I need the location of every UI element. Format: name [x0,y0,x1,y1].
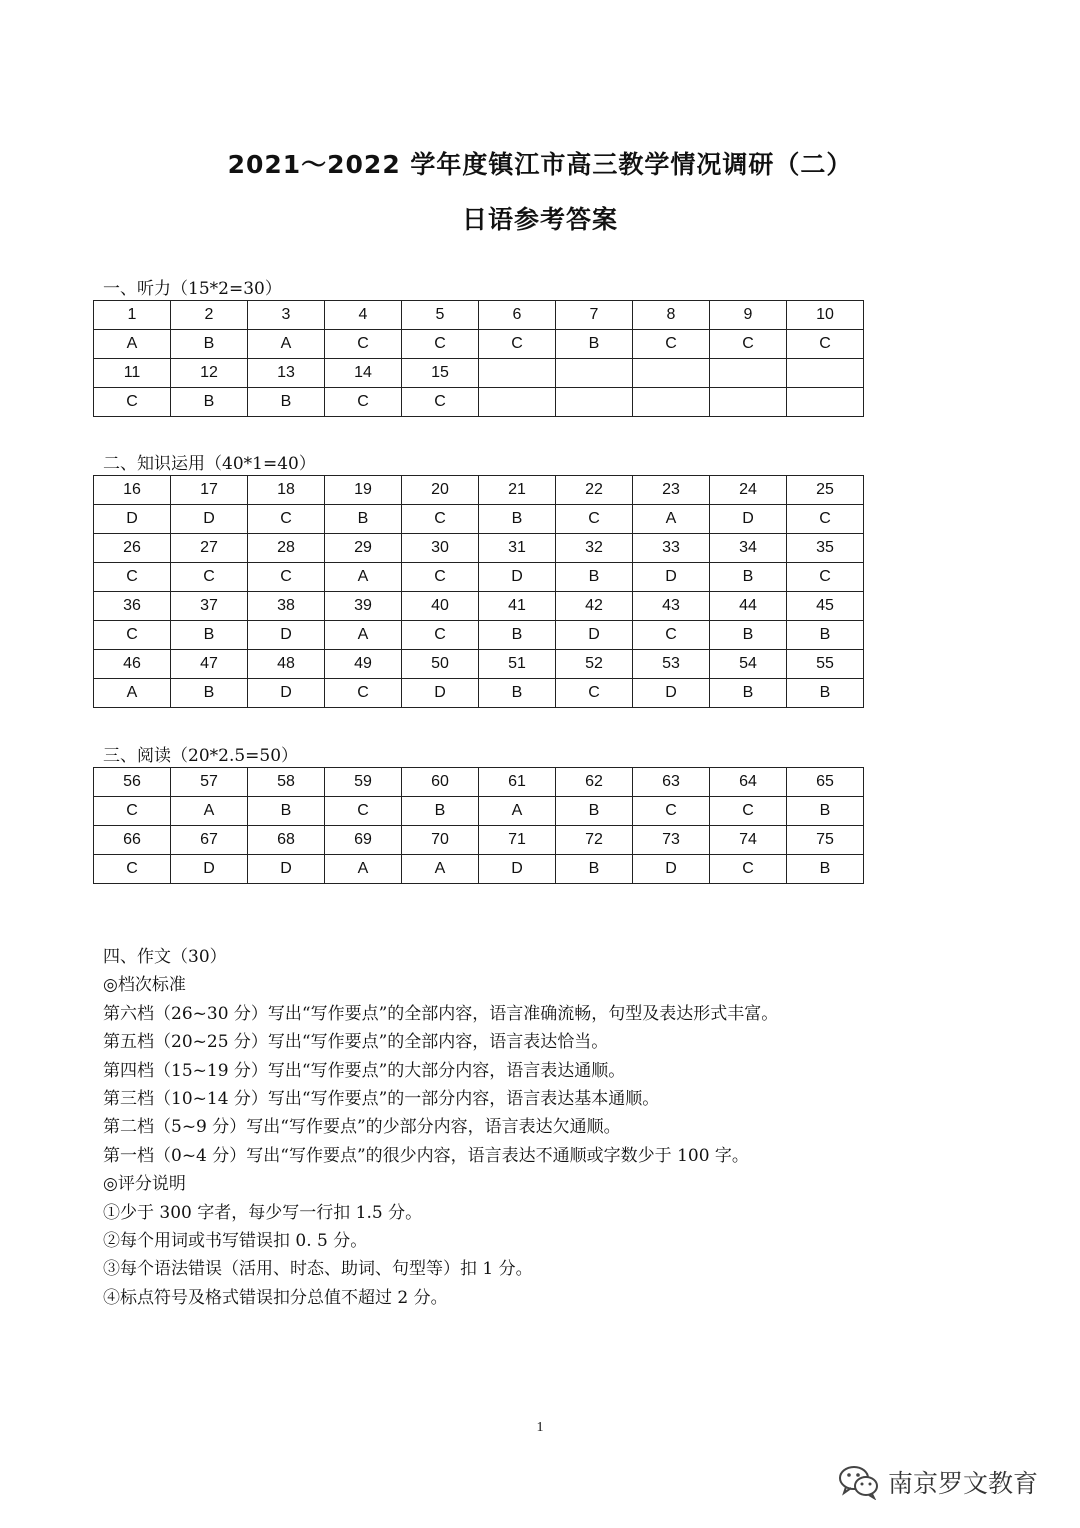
answer-cell: B [710,679,787,708]
question-number-cell: 40 [402,592,479,621]
answer-cell: C [248,505,325,534]
question-number-cell: 29 [325,534,402,563]
question-number-cell: 15 [402,359,479,388]
answer-row [94,855,864,884]
answer-cell: C [479,330,556,359]
answer-row [94,505,864,534]
question-number-cell: 16 [94,476,171,505]
question-number-cell [633,359,710,388]
question-number-cell: 56 [94,768,171,797]
answer-cell: C [633,797,710,826]
question-number-cell: 30 [402,534,479,563]
question-number-cell: 68 [248,826,325,855]
answer-cell: C [402,330,479,359]
question-number-row [94,534,864,563]
answer-row [94,388,864,417]
answer-cell: A [402,855,479,884]
question-number-cell: 35 [787,534,864,563]
question-number-cell: 28 [248,534,325,563]
question-number-cell: 58 [248,768,325,797]
question-number-cell: 75 [787,826,864,855]
question-number-cell: 51 [479,650,556,679]
essay-line: 第二档（5~9 分）写出“写作要点”的少部分内容，语言表达欠通顺。 [103,1117,621,1138]
answer-cell: C [787,563,864,592]
answer-cell [710,388,787,417]
essay-line: ③每个语法错误（活用、时态、助词、句型等）扣 1 分。 [103,1259,533,1280]
essay-line: 第一档（0~4 分）写出“写作要点”的很少内容，语言表达不通顺或字数少于 100 字。 [103,1145,749,1166]
question-number-row [94,359,864,388]
answer-cell: C [787,505,864,534]
answer-cell: B [787,855,864,884]
answer-cell: D [479,855,556,884]
essay-line: 第五档（20~25 分）写出“写作要点”的全部内容，语言表达恰当。 [103,1032,609,1053]
answer-cell: B [325,505,402,534]
question-number-cell: 32 [556,534,633,563]
question-number-cell: 69 [325,826,402,855]
answer-cell: B [171,621,248,650]
question-number-cell: 10 [787,301,864,330]
answer-row [94,679,864,708]
question-number-cell: 67 [171,826,248,855]
answer-cell: C [325,330,402,359]
question-number-cell: 65 [787,768,864,797]
answer-cell: C [633,621,710,650]
question-number-cell: 53 [633,650,710,679]
answer-cell: B [171,679,248,708]
answer-row [94,797,864,826]
essay-line: ◎评分说明 [103,1174,186,1195]
question-number-cell: 13 [248,359,325,388]
question-number-cell [787,359,864,388]
answer-cell [556,388,633,417]
question-number-cell: 18 [248,476,325,505]
question-number-cell: 11 [94,359,171,388]
answer-cell: A [248,330,325,359]
answer-cell: C [710,330,787,359]
reading-answer-table [93,767,864,884]
question-number-cell: 52 [556,650,633,679]
answer-cell: D [171,855,248,884]
question-number-cell: 1 [94,301,171,330]
answer-cell: C [556,679,633,708]
answer-cell: C [787,330,864,359]
question-number-cell: 21 [479,476,556,505]
question-number-cell: 66 [94,826,171,855]
answer-cell: B [556,855,633,884]
question-number-cell: 60 [402,768,479,797]
question-number-cell [556,359,633,388]
question-number-row [94,768,864,797]
question-number-cell: 2 [171,301,248,330]
answer-cell: D [94,505,171,534]
essay-line: ◎档次标准 [103,975,186,996]
answer-cell: B [479,679,556,708]
question-number-cell: 17 [171,476,248,505]
question-number-cell: 74 [710,826,787,855]
question-number-cell: 72 [556,826,633,855]
question-number-cell: 48 [248,650,325,679]
watermark [838,1462,1038,1502]
answer-cell: C [94,388,171,417]
question-number-cell: 26 [94,534,171,563]
question-number-cell: 55 [787,650,864,679]
answer-cell: B [787,679,864,708]
question-number-cell: 50 [402,650,479,679]
question-number-cell: 71 [479,826,556,855]
question-number-cell: 49 [325,650,402,679]
answer-cell: B [248,797,325,826]
question-number-cell: 22 [556,476,633,505]
wechat-icon [838,1464,880,1500]
question-number-cell: 44 [710,592,787,621]
question-number-cell: 42 [556,592,633,621]
answer-row [94,330,864,359]
essay-section [103,943,1003,1312]
answer-cell [787,388,864,417]
answer-cell: C [325,679,402,708]
answer-cell: C [710,797,787,826]
knowledge-answer-table [93,475,864,708]
answer-cell: B [479,621,556,650]
answer-cell: A [325,563,402,592]
question-number-cell: 31 [479,534,556,563]
answer-cell: D [633,679,710,708]
question-number-cell [710,359,787,388]
answer-cell: D [402,679,479,708]
question-number-cell: 38 [248,592,325,621]
answer-cell: B [710,563,787,592]
question-number-row [94,650,864,679]
answer-cell: B [787,797,864,826]
answer-cell: D [556,621,633,650]
answer-cell: D [633,855,710,884]
answer-cell: C [402,505,479,534]
answer-cell: B [171,388,248,417]
answer-cell: C [94,797,171,826]
answer-cell: C [248,563,325,592]
question-number-cell: 12 [171,359,248,388]
question-number-cell: 37 [171,592,248,621]
answer-cell: B [479,505,556,534]
answer-cell: A [479,797,556,826]
listening-heading: 一、听力（15*2=30） [103,279,282,299]
essay-line: ④标点符号及格式错误扣分总值不超过 2 分。 [103,1287,448,1308]
question-number-cell: 8 [633,301,710,330]
reading-heading: 三、阅读（20*2.5=50） [103,746,299,766]
answer-cell: B [556,330,633,359]
answer-row [94,563,864,592]
answer-cell: A [94,330,171,359]
answer-cell [479,388,556,417]
question-number-cell: 9 [710,301,787,330]
question-number-cell: 3 [248,301,325,330]
answer-cell: C [171,563,248,592]
question-number-cell: 36 [94,592,171,621]
answer-cell: D [171,505,248,534]
answer-cell: D [248,621,325,650]
essay-line: 第四档（15~19 分）写出“写作要点”的大部分内容，语言表达通顺。 [103,1060,626,1081]
answer-cell: C [633,330,710,359]
page-number: 1 [536,1420,544,1435]
essay-line: 第六档（26~30 分）写出“写作要点”的全部内容，语言准确流畅，句型及表达形式丰富。 [103,1003,779,1024]
answer-cell: C [710,855,787,884]
answer-cell: B [710,621,787,650]
answer-cell: D [633,563,710,592]
question-number-cell: 46 [94,650,171,679]
document-subtitle: 日语参考答案 [461,205,618,234]
listening-answer-table [93,300,864,417]
question-number-cell: 47 [171,650,248,679]
question-number-cell: 6 [479,301,556,330]
answer-cell: C [94,563,171,592]
question-number-cell: 70 [402,826,479,855]
answer-cell: C [325,388,402,417]
answer-cell: B [171,330,248,359]
question-number-cell: 33 [633,534,710,563]
answer-cell: A [325,855,402,884]
question-number-cell: 57 [171,768,248,797]
essay-line: 第三档（10~14 分）写出“写作要点”的一部分内容，语言表达基本通顺。 [103,1089,660,1110]
question-number-cell: 63 [633,768,710,797]
answer-cell [633,388,710,417]
answer-cell: C [325,797,402,826]
question-number-cell: 64 [710,768,787,797]
answer-cell: B [787,621,864,650]
answer-cell: B [556,563,633,592]
answer-cell: D [248,679,325,708]
question-number-cell: 62 [556,768,633,797]
question-number-cell: 25 [787,476,864,505]
question-number-cell: 39 [325,592,402,621]
question-number-cell: 43 [633,592,710,621]
answer-cell: C [94,621,171,650]
document-title: 2021～2022 学年度镇江市高三教学情况调研（二） [227,150,853,179]
question-number-cell: 34 [710,534,787,563]
question-number-row [94,476,864,505]
question-number-cell: 45 [787,592,864,621]
question-number-row [94,301,864,330]
answer-cell: A [325,621,402,650]
answer-cell: C [94,855,171,884]
question-number-cell [479,359,556,388]
question-number-cell: 24 [710,476,787,505]
essay-line: ①少于 300 字者，每少写一行扣 1.5 分。 [103,1202,423,1223]
answer-cell: A [171,797,248,826]
question-number-row [94,592,864,621]
essay-line: ②每个用词或书写错误扣 0. 5 分。 [103,1231,368,1252]
answer-cell: A [633,505,710,534]
answer-cell: C [556,505,633,534]
answer-row [94,621,864,650]
watermark-text: 南京罗文教育 [888,1469,1039,1498]
answer-cell: B [556,797,633,826]
question-number-cell: 61 [479,768,556,797]
question-number-cell: 4 [325,301,402,330]
question-number-cell: 19 [325,476,402,505]
answer-cell: D [710,505,787,534]
question-number-cell: 73 [633,826,710,855]
question-number-cell: 14 [325,359,402,388]
answer-cell: B [402,797,479,826]
question-number-row [94,826,864,855]
answer-cell: D [479,563,556,592]
answer-cell: B [248,388,325,417]
question-number-cell: 7 [556,301,633,330]
answer-cell: A [94,679,171,708]
question-number-cell: 41 [479,592,556,621]
answer-cell: C [402,388,479,417]
essay-heading: 四、作文（30） [103,947,227,967]
answer-cell: C [402,621,479,650]
question-number-cell: 27 [171,534,248,563]
question-number-cell: 59 [325,768,402,797]
question-number-cell: 20 [402,476,479,505]
question-number-cell: 5 [402,301,479,330]
answer-cell: D [248,855,325,884]
question-number-cell: 23 [633,476,710,505]
knowledge-heading: 二、知识运用（40*1=40） [103,454,316,474]
answer-cell: C [402,563,479,592]
question-number-cell: 54 [710,650,787,679]
